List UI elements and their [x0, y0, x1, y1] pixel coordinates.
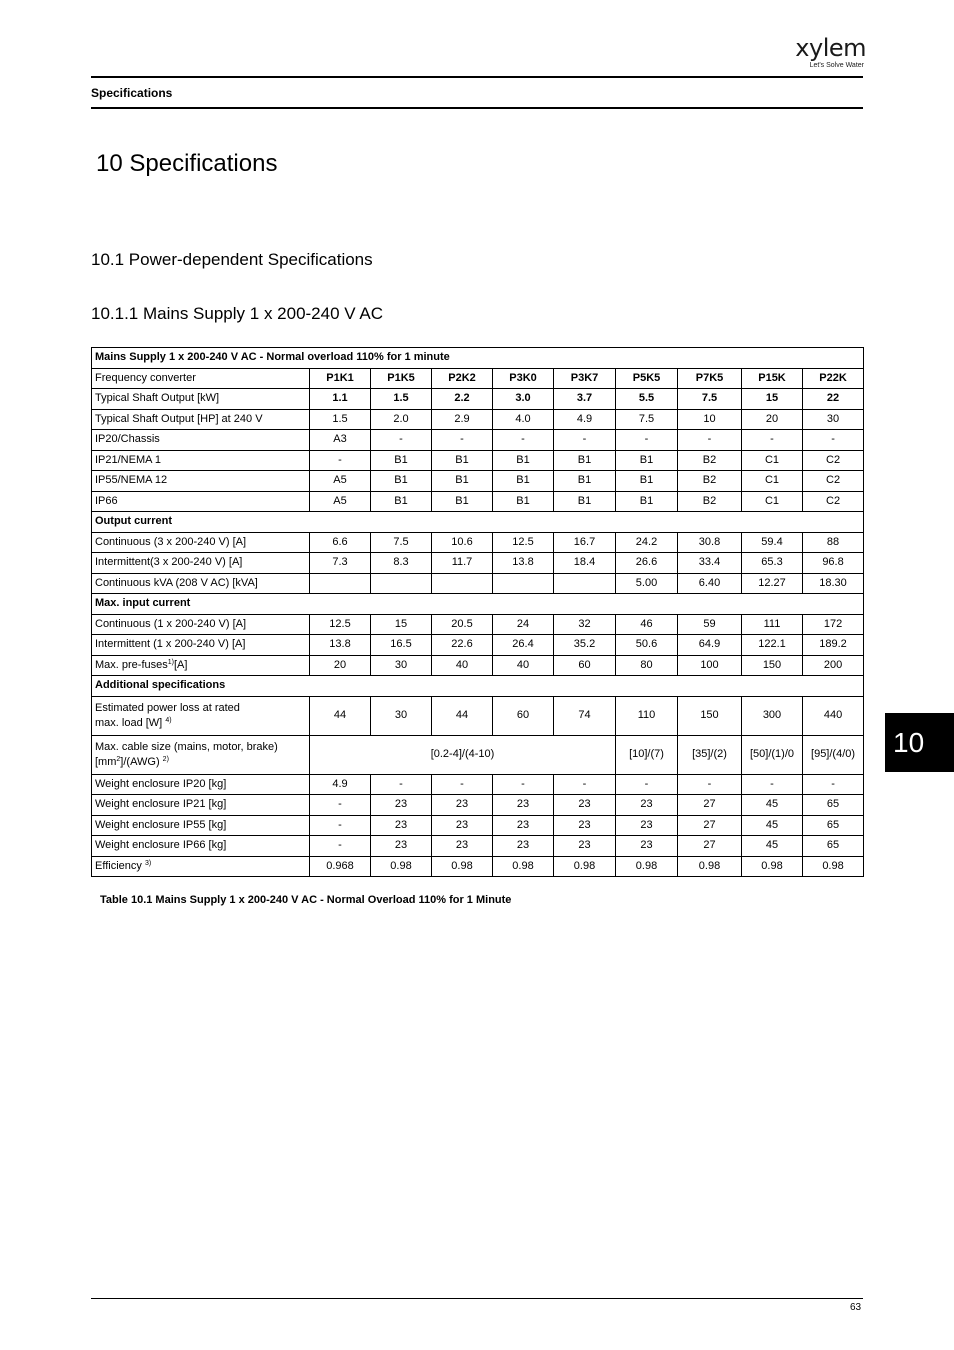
- value-cell: -: [310, 450, 371, 471]
- value-cell: 27: [678, 795, 742, 816]
- value-cell: B2: [678, 471, 742, 492]
- value-cell: -: [616, 430, 678, 451]
- value-cell: B1: [371, 450, 432, 471]
- xylem-logo: [770, 34, 866, 74]
- footnote-ref: 1): [167, 658, 174, 666]
- value-cell: -: [742, 430, 803, 451]
- value-cell: 23: [554, 795, 616, 816]
- value-cell: 7.3: [310, 553, 371, 574]
- value-cell: 6.40: [678, 573, 742, 594]
- value-cell: P3K0: [493, 368, 554, 389]
- value-cell: 23: [616, 836, 678, 857]
- value-cell: 80: [616, 655, 678, 676]
- value-cell: B1: [493, 450, 554, 471]
- value-cell: 30.8: [678, 532, 742, 553]
- value-cell: 6.6: [310, 532, 371, 553]
- value-cell: 20: [742, 409, 803, 430]
- value-cell: 23: [554, 836, 616, 857]
- value-cell: 18.4: [554, 553, 616, 574]
- value-cell: 440: [803, 696, 864, 735]
- row-label: Typical Shaft Output [HP] at 240 V: [92, 409, 310, 430]
- value-cell: 110: [616, 696, 678, 735]
- label-text: [mm: [95, 755, 117, 768]
- value-cell: 74: [554, 696, 616, 735]
- value-cell: 15: [371, 614, 432, 635]
- value-cell: 0.98: [616, 856, 678, 877]
- value-cell: 23: [554, 815, 616, 836]
- value-cell: [310, 573, 371, 594]
- value-cell: 40: [493, 655, 554, 676]
- value-cell: [10]/(7): [616, 735, 678, 774]
- value-cell: 13.8: [493, 553, 554, 574]
- logo-wordmark: xylem: [795, 34, 866, 62]
- value-cell: 3.7: [554, 389, 616, 410]
- value-cell: 30: [803, 409, 864, 430]
- value-cell: 64.9: [678, 635, 742, 656]
- value-cell: 4.0: [493, 409, 554, 430]
- value-cell: 7.5: [678, 389, 742, 410]
- value-cell: 30: [371, 696, 432, 735]
- value-cell: 0.98: [432, 856, 493, 877]
- value-cell: 300: [742, 696, 803, 735]
- value-cell: 189.2: [803, 635, 864, 656]
- value-cell: 0.968: [310, 856, 371, 877]
- value-cell: 96.8: [803, 553, 864, 574]
- value-cell: -: [310, 815, 371, 836]
- row-label: Weight enclosure IP55 [kg]: [92, 815, 310, 836]
- value-cell: 20: [310, 655, 371, 676]
- value-cell: P1K5: [371, 368, 432, 389]
- label-text: Max. pre-fuses: [95, 658, 168, 671]
- value-cell: -: [371, 774, 432, 795]
- section-heading: 10.1 Power-dependent Specifications: [91, 250, 373, 269]
- table-row: [92, 594, 864, 615]
- table-row: [92, 836, 864, 857]
- value-cell: 4.9: [310, 774, 371, 795]
- running-header: Specifications: [91, 86, 173, 100]
- value-cell: 111: [742, 614, 803, 635]
- value-cell: 1.5: [371, 389, 432, 410]
- value-cell: B1: [493, 491, 554, 512]
- value-cell: 23: [432, 815, 493, 836]
- merged-value-cell: [0.2-4]/(4-10): [310, 735, 616, 774]
- value-cell: P2K2: [432, 368, 493, 389]
- value-cell: A5: [310, 491, 371, 512]
- value-cell: 23: [371, 795, 432, 816]
- value-cell: -: [678, 430, 742, 451]
- value-cell: 27: [678, 836, 742, 857]
- value-cell: 23: [432, 836, 493, 857]
- value-cell: B1: [554, 491, 616, 512]
- table-row: [92, 655, 864, 676]
- table-row: [92, 815, 864, 836]
- specifications-table: [91, 347, 864, 877]
- value-cell: 12.5: [310, 614, 371, 635]
- value-cell: 12.27: [742, 573, 803, 594]
- value-cell: 50.6: [616, 635, 678, 656]
- label-line-1: Estimated power loss at rated: [95, 701, 240, 714]
- value-cell: A5: [310, 471, 371, 492]
- header-bottom-rule: [91, 107, 863, 109]
- row-label: [92, 856, 310, 877]
- value-cell: 150: [742, 655, 803, 676]
- value-cell: 0.98: [554, 856, 616, 877]
- table-row: [92, 696, 864, 735]
- value-cell: [493, 573, 554, 594]
- row-label: Continuous (1 x 200-240 V) [A]: [92, 614, 310, 635]
- table-row: [92, 856, 864, 877]
- table-row: [92, 409, 864, 430]
- header-top-rule: [91, 76, 863, 78]
- value-cell: -: [803, 774, 864, 795]
- value-cell: 7.5: [616, 409, 678, 430]
- table-row: [92, 368, 864, 389]
- logo-tagline: Let's Solve Water: [809, 62, 864, 69]
- row-label: Continuous (3 x 200-240 V) [A]: [92, 532, 310, 553]
- value-cell: 59: [678, 614, 742, 635]
- value-cell: 18.30: [803, 573, 864, 594]
- section-output-current: Output current: [92, 512, 864, 533]
- value-cell: 30: [371, 655, 432, 676]
- value-cell: 22: [803, 389, 864, 410]
- row-label: [92, 696, 310, 735]
- value-cell: C2: [803, 450, 864, 471]
- value-cell: P3K7: [554, 368, 616, 389]
- value-cell: 88: [803, 532, 864, 553]
- table-row: [92, 471, 864, 492]
- table-row: [92, 553, 864, 574]
- value-cell: -: [803, 430, 864, 451]
- value-cell: 5.5: [616, 389, 678, 410]
- value-cell: 13.8: [310, 635, 371, 656]
- unit-superscript: 2: [116, 755, 121, 763]
- value-cell: 27: [678, 815, 742, 836]
- value-cell: 2.2: [432, 389, 493, 410]
- value-cell: C1: [742, 491, 803, 512]
- section-max-input-current: Max. input current: [92, 594, 864, 615]
- value-cell: B1: [554, 450, 616, 471]
- value-cell: 20.5: [432, 614, 493, 635]
- value-cell: 24.2: [616, 532, 678, 553]
- table-row: [92, 430, 864, 451]
- value-cell: 59.4: [742, 532, 803, 553]
- value-cell: -: [371, 430, 432, 451]
- table-row: [92, 491, 864, 512]
- value-cell: 200: [803, 655, 864, 676]
- table-row: [92, 774, 864, 795]
- value-cell: -: [493, 774, 554, 795]
- value-cell: P7K5: [678, 368, 742, 389]
- value-cell: 8.3: [371, 553, 432, 574]
- value-cell: 15: [742, 389, 803, 410]
- value-cell: 10: [678, 409, 742, 430]
- chapter-tab-marker: 10: [885, 713, 954, 772]
- value-cell: 0.98: [678, 856, 742, 877]
- label-text: ]/(AWG): [120, 755, 160, 768]
- label-line-1: Max. cable size (mains, motor, brake): [95, 740, 278, 753]
- page-number: 63: [850, 1302, 862, 1313]
- value-cell: 65: [803, 836, 864, 857]
- value-cell: 5.00: [616, 573, 678, 594]
- label-line-2: [95, 755, 306, 770]
- value-cell: 0.98: [371, 856, 432, 877]
- value-cell: 2.9: [432, 409, 493, 430]
- row-label: Intermittent (1 x 200-240 V) [A]: [92, 635, 310, 656]
- table-caption: Table 10.1 Mains Supply 1 x 200-240 V AC - Normal Overload 110% for 1 Minute: [100, 894, 512, 906]
- value-cell: 23: [493, 836, 554, 857]
- value-cell: -: [493, 430, 554, 451]
- value-cell: 45: [742, 795, 803, 816]
- value-cell: [371, 573, 432, 594]
- row-label: Weight enclosure IP21 [kg]: [92, 795, 310, 816]
- footnote-ref: 3): [144, 859, 152, 867]
- row-label: Weight enclosure IP20 [kg]: [92, 774, 310, 795]
- table-row: [92, 676, 864, 697]
- value-cell: [35]/(2): [678, 735, 742, 774]
- value-cell: 45: [742, 815, 803, 836]
- section-additional-specs: Additional specifications: [92, 676, 864, 697]
- value-cell: P1K1: [310, 368, 371, 389]
- value-cell: [554, 573, 616, 594]
- value-cell: 23: [432, 795, 493, 816]
- row-label: [92, 655, 310, 676]
- value-cell: B1: [616, 471, 678, 492]
- value-cell: C1: [742, 450, 803, 471]
- value-cell: 26.6: [616, 553, 678, 574]
- value-cell: [432, 573, 493, 594]
- label-line-2: [95, 716, 306, 731]
- chapter-heading: 10 Specifications: [96, 150, 278, 177]
- subsection-heading: 10.1.1 Mains Supply 1 x 200-240 V AC: [91, 304, 384, 323]
- value-cell: 1.5: [310, 409, 371, 430]
- table-row: [92, 348, 864, 369]
- value-cell: 65: [803, 795, 864, 816]
- value-cell: 45: [742, 836, 803, 857]
- label-text: Efficiency: [95, 859, 142, 872]
- value-cell: 1.1: [310, 389, 371, 410]
- value-cell: B1: [432, 491, 493, 512]
- value-cell: -: [310, 836, 371, 857]
- value-cell: P5K5: [616, 368, 678, 389]
- value-cell: 44: [310, 696, 371, 735]
- value-cell: 4.9: [554, 409, 616, 430]
- value-cell: P15K: [742, 368, 803, 389]
- value-cell: 0.98: [493, 856, 554, 877]
- table-row: [92, 512, 864, 533]
- table-row: [92, 795, 864, 816]
- table-row: [92, 573, 864, 594]
- value-cell: -: [554, 774, 616, 795]
- value-cell: 23: [371, 836, 432, 857]
- row-label: IP55/NEMA 12: [92, 471, 310, 492]
- row-label: Continuous kVA (208 V AC) [kVA]: [92, 573, 310, 594]
- value-cell: 22.6: [432, 635, 493, 656]
- label-text: max. load [W]: [95, 716, 163, 729]
- row-label: IP21/NEMA 1: [92, 450, 310, 471]
- footnote-ref: 4): [165, 716, 172, 724]
- value-cell: 35.2: [554, 635, 616, 656]
- value-cell: 24: [493, 614, 554, 635]
- value-cell: -: [554, 430, 616, 451]
- value-cell: B1: [493, 471, 554, 492]
- label-unit: [A]: [173, 658, 188, 671]
- value-cell: 122.1: [742, 635, 803, 656]
- value-cell: 10.6: [432, 532, 493, 553]
- value-cell: 12.5: [493, 532, 554, 553]
- table-row: [92, 532, 864, 553]
- value-cell: C2: [803, 471, 864, 492]
- value-cell: B2: [678, 491, 742, 512]
- table-row: [92, 635, 864, 656]
- row-label: [92, 735, 310, 774]
- value-cell: 23: [616, 795, 678, 816]
- value-cell: A3: [310, 430, 371, 451]
- value-cell: -: [742, 774, 803, 795]
- row-label: IP20/Chassis: [92, 430, 310, 451]
- value-cell: 7.5: [371, 532, 432, 553]
- value-cell: B1: [616, 450, 678, 471]
- value-cell: 33.4: [678, 553, 742, 574]
- value-cell: [50]/(1)/0: [742, 735, 803, 774]
- table-row: [92, 450, 864, 471]
- value-cell: 60: [554, 655, 616, 676]
- value-cell: 172: [803, 614, 864, 635]
- value-cell: 26.4: [493, 635, 554, 656]
- value-cell: 23: [616, 815, 678, 836]
- value-cell: 65.3: [742, 553, 803, 574]
- value-cell: B1: [554, 471, 616, 492]
- value-cell: 23: [371, 815, 432, 836]
- value-cell: 60: [493, 696, 554, 735]
- value-cell: B1: [432, 450, 493, 471]
- value-cell: 0.98: [803, 856, 864, 877]
- value-cell: 150: [678, 696, 742, 735]
- row-label: Intermittent(3 x 200-240 V) [A]: [92, 553, 310, 574]
- value-cell: -: [310, 795, 371, 816]
- value-cell: 0.98: [742, 856, 803, 877]
- value-cell: B1: [371, 471, 432, 492]
- table-row: [92, 389, 864, 410]
- value-cell: B2: [678, 450, 742, 471]
- value-cell: C2: [803, 491, 864, 512]
- table-title: Mains Supply 1 x 200-240 V AC - Normal overload 110% for 1 minute: [92, 348, 864, 369]
- value-cell: -: [432, 774, 493, 795]
- value-cell: [95]/(4/0): [803, 735, 864, 774]
- value-cell: 46: [616, 614, 678, 635]
- value-cell: 16.7: [554, 532, 616, 553]
- footnote-ref: 2): [162, 755, 169, 763]
- value-cell: 44: [432, 696, 493, 735]
- table-row: [92, 614, 864, 635]
- value-cell: 40: [432, 655, 493, 676]
- row-label: Typical Shaft Output [kW]: [92, 389, 310, 410]
- value-cell: 11.7: [432, 553, 493, 574]
- row-label: IP66: [92, 491, 310, 512]
- value-cell: C1: [742, 471, 803, 492]
- value-cell: 32: [554, 614, 616, 635]
- table-row: [92, 735, 864, 774]
- row-label: Frequency converter: [92, 368, 310, 389]
- footer-rule: [91, 1298, 863, 1299]
- value-cell: 2.0: [371, 409, 432, 430]
- row-label: Weight enclosure IP66 [kg]: [92, 836, 310, 857]
- value-cell: 65: [803, 815, 864, 836]
- value-cell: P22K: [803, 368, 864, 389]
- value-cell: B1: [616, 491, 678, 512]
- value-cell: B1: [432, 471, 493, 492]
- value-cell: 3.0: [493, 389, 554, 410]
- value-cell: 23: [493, 795, 554, 816]
- value-cell: 16.5: [371, 635, 432, 656]
- value-cell: 23: [493, 815, 554, 836]
- value-cell: B1: [371, 491, 432, 512]
- value-cell: -: [678, 774, 742, 795]
- value-cell: 100: [678, 655, 742, 676]
- value-cell: -: [432, 430, 493, 451]
- value-cell: -: [616, 774, 678, 795]
